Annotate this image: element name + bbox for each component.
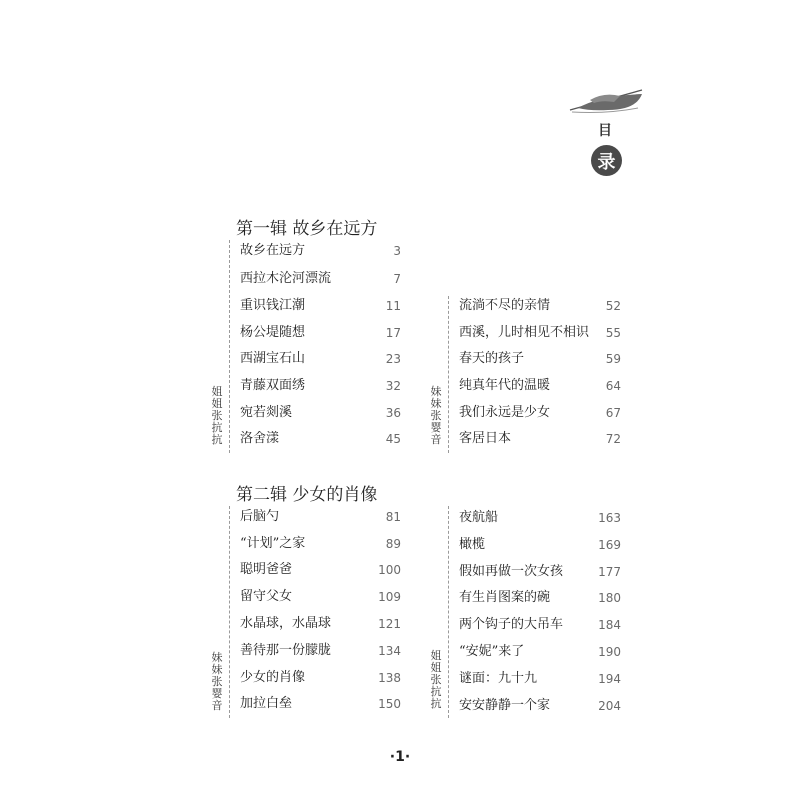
entry-page: 72 <box>605 432 621 446</box>
toc-entry[interactable] <box>240 642 401 660</box>
entry-title: 假如再做一次女孩 <box>459 564 564 579</box>
entry-page: 32 <box>385 379 401 393</box>
author-label: 姐姐张抗抗 <box>211 385 223 446</box>
entry-title: 西湖宝石山 <box>240 351 306 366</box>
entry-title: “计划”之家 <box>240 536 306 551</box>
entry-page: 36 <box>385 406 401 420</box>
entry-title: 宛若剡溪 <box>240 405 293 420</box>
toc-entry[interactable] <box>240 324 401 342</box>
toc-heading-circle: 录 <box>591 145 622 176</box>
entry-title: 谜面：九十九 <box>459 671 538 686</box>
toc-entry[interactable] <box>240 669 401 687</box>
entry-page: 7 <box>393 272 401 286</box>
toc-entry[interactable] <box>240 404 401 422</box>
toc-entry[interactable] <box>459 350 621 368</box>
entry-page: 190 <box>598 645 621 659</box>
entry-page: 180 <box>598 591 621 605</box>
section-title: 第一辑 故乡在远方 <box>236 219 378 239</box>
toc-entry[interactable] <box>459 377 621 395</box>
entry-title: 杨公堤随想 <box>240 325 306 340</box>
entry-page: 55 <box>605 326 621 340</box>
toc-entry[interactable] <box>459 589 621 607</box>
entry-title: 两个钩子的大吊车 <box>459 617 564 632</box>
entry-title: “安妮”来了 <box>459 644 525 659</box>
boat-icon <box>568 84 644 118</box>
toc-entry[interactable] <box>240 377 401 395</box>
entry-title: 青藤双面绣 <box>240 378 306 393</box>
toc-entry[interactable] <box>240 350 401 368</box>
entry-page: 150 <box>378 697 401 711</box>
toc-entry[interactable] <box>459 616 621 634</box>
author-label: 姐姐张抗抗 <box>430 649 442 710</box>
dashed-divider <box>448 506 449 718</box>
entry-page: 64 <box>605 379 621 393</box>
toc-entry[interactable] <box>240 615 401 633</box>
toc-entry[interactable] <box>459 430 621 448</box>
entry-title: 有生肖图案的碗 <box>459 590 551 605</box>
toc-entry[interactable] <box>240 270 401 288</box>
section-title: 第二辑 少女的肖像 <box>236 485 378 505</box>
toc-entry[interactable] <box>459 509 621 527</box>
toc-entry[interactable] <box>240 588 401 606</box>
entry-title: 少女的肖像 <box>240 670 306 685</box>
entry-title: 纯真年代的温暖 <box>459 378 551 393</box>
entry-title: 夜航船 <box>459 510 499 525</box>
entry-title: 水晶球，水晶球 <box>240 616 332 631</box>
toc-entry[interactable] <box>240 297 401 315</box>
entry-page: 17 <box>385 326 401 340</box>
entry-page: 59 <box>605 352 621 366</box>
entry-page: 23 <box>385 352 401 366</box>
toc-entry[interactable] <box>240 242 401 260</box>
entry-page: 138 <box>378 671 401 685</box>
entry-page: 194 <box>598 672 621 686</box>
author-label: 妹妹张婴音 <box>211 651 223 712</box>
entry-page: 169 <box>598 538 621 552</box>
entry-title: 流淌不尽的亲情 <box>459 298 551 313</box>
entry-title: 安安静静一个家 <box>459 698 551 713</box>
entry-page: 52 <box>605 299 621 313</box>
entry-title: 橄榄 <box>459 537 486 552</box>
entry-page: 177 <box>598 565 621 579</box>
entry-page: 204 <box>598 699 621 713</box>
entry-page: 184 <box>598 618 621 632</box>
entry-page: 11 <box>385 299 401 313</box>
entry-page: 67 <box>605 406 621 420</box>
entry-title: 我们永远是少女 <box>459 405 551 420</box>
entry-title: 加拉白垒 <box>240 696 293 711</box>
entry-page: 89 <box>385 537 401 551</box>
dashed-divider <box>229 240 230 453</box>
toc-entry[interactable] <box>459 670 621 688</box>
entry-title: 洛舍漾 <box>240 431 280 446</box>
toc-entry[interactable] <box>240 508 401 526</box>
entry-title: 重识钱江潮 <box>240 298 306 313</box>
toc-entry[interactable] <box>240 561 401 579</box>
toc-heading-small: 目 <box>598 123 612 139</box>
entry-page: 109 <box>378 590 401 604</box>
toc-entry[interactable] <box>459 324 621 342</box>
dashed-divider <box>229 506 230 718</box>
toc-entry[interactable] <box>459 297 621 315</box>
entry-title: 留守父女 <box>240 589 293 604</box>
toc-entry[interactable] <box>459 563 621 581</box>
entry-page: 100 <box>378 563 401 577</box>
toc-entry[interactable] <box>240 695 401 713</box>
entry-title: 客居日本 <box>459 431 512 446</box>
entry-title: 故乡在远方 <box>240 243 306 258</box>
entry-title: 西拉木沦河漂流 <box>240 271 332 286</box>
page-number: ·1· <box>389 749 411 765</box>
entry-title: 春天的孩子 <box>459 351 525 366</box>
dashed-divider <box>448 296 449 453</box>
toc-entry[interactable] <box>240 535 401 553</box>
entry-title: 聪明爸爸 <box>240 562 293 577</box>
entry-page: 81 <box>385 510 401 524</box>
toc-entry[interactable] <box>459 697 621 715</box>
toc-entry[interactable] <box>459 643 621 661</box>
entry-page: 45 <box>385 432 401 446</box>
toc-entry[interactable] <box>459 536 621 554</box>
entry-page: 163 <box>598 511 621 525</box>
toc-entry[interactable] <box>459 404 621 422</box>
entry-title: 西溪，儿时相见不相识 <box>459 325 590 340</box>
entry-page: 3 <box>393 244 401 258</box>
entry-page: 121 <box>378 617 401 631</box>
entry-page: 134 <box>378 644 401 658</box>
toc-entry[interactable] <box>240 430 401 448</box>
entry-title: 善待那一份朦胧 <box>240 643 332 658</box>
entry-title: 后脑勺 <box>240 509 280 524</box>
author-label: 妹妹张婴音 <box>430 385 442 446</box>
